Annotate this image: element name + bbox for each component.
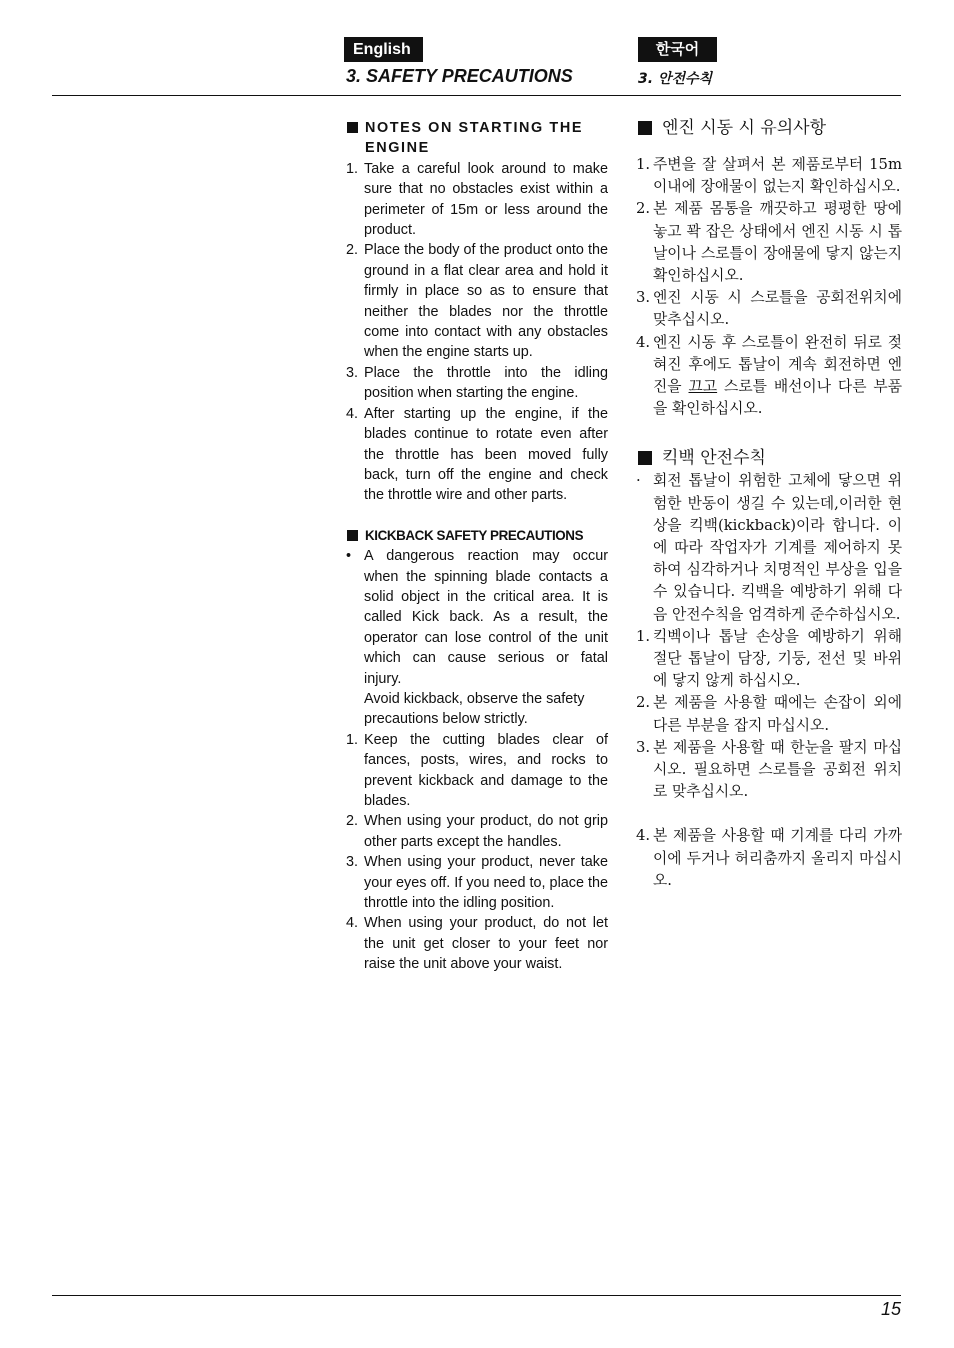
item-number: 4. — [636, 333, 651, 351]
list-item — [346, 546, 608, 689]
list-item — [636, 287, 902, 331]
bullet-icon: • — [346, 548, 352, 565]
list-item — [346, 811, 608, 852]
item-text: 본 제품을 사용할 때에는 손잡이 외에 다른 부분을 잡지 마십시오. — [653, 694, 902, 734]
item-text: 엔진 시동 시 스로틀을 공회전위치에 맞추십시오. — [653, 289, 902, 329]
square-bullet-icon — [347, 122, 358, 133]
list-item — [346, 240, 608, 362]
list-item — [346, 159, 608, 241]
item-number: 2. — [636, 694, 651, 712]
list-item — [636, 470, 902, 625]
item-number: 1. — [636, 627, 651, 645]
list-item — [636, 737, 902, 804]
item-text: 본 제품 몸통을 깨끗하고 평평한 땅에 놓고 꽉 잡은 상태에서 엔진 시동 시 톱날이나 스로틀이 장애물에 닿지 않는지 확인하십시오. — [653, 200, 902, 285]
list-item — [346, 404, 608, 506]
item-text: When using your product, do not let the unit get closer to your feet nor raise the unit above your waist. — [364, 915, 608, 973]
item-number: 1. — [346, 160, 359, 177]
bullet-icon: · — [636, 472, 641, 490]
item-number: 3. — [346, 854, 359, 871]
heading-text: KICKBACK SAFETY PRECAUTIONS — [365, 527, 584, 543]
item-number: 2. — [636, 200, 651, 218]
item-number: 3. — [346, 364, 359, 381]
language-tag-english: English — [344, 37, 423, 62]
item-number: 3. — [636, 738, 651, 756]
item-text: When using your product, do not grip other parts except the handles. — [364, 813, 608, 850]
item-number: 1. — [636, 156, 651, 173]
item-text: Place the body of the product onto the ground in a flat clear area and hold it firmly in place so as to ensure that neither the blades nor the throttle come into contact with any obstacles when the engine starts up. — [364, 242, 608, 361]
list-item — [636, 198, 902, 287]
square-bullet-icon — [638, 121, 652, 135]
item-text: 본 제품을 사용할 때 한눈을 팔지 마십시오. 필요하면 스로틀을 공회전 위치로 맞추십시오. — [653, 738, 902, 801]
spacer — [636, 420, 902, 446]
language-tag-korean: 한국어 — [638, 37, 717, 62]
item-number: 1. — [346, 731, 359, 748]
page-number: 15 — [880, 1299, 901, 1319]
list-item — [346, 730, 608, 812]
item-text — [653, 332, 902, 421]
spacer — [346, 506, 608, 526]
heading-text: 엔진 시동 시 유의사항 — [662, 118, 827, 138]
list-item — [636, 154, 902, 198]
section-title-korean: 3. 안전수칙 — [638, 71, 713, 87]
item-text: 본 제품을 사용할 때 기계를 다리 가까이에 두거나 허리춤까지 올리지 마십시오. — [653, 827, 902, 889]
item-number: 2. — [346, 813, 359, 830]
text-segment: 스로틀 배선이나 다른 부품을 확인하십시오. — [653, 378, 903, 418]
square-bullet-icon — [347, 530, 358, 541]
english-column — [346, 118, 608, 975]
list-item — [636, 692, 902, 736]
heading-text: 킥백 안전수칙 — [662, 448, 766, 469]
text-segment: 엔진 시동 후 스로틀이 완전히 뒤로 젖혀진 후에도 톱날이 계속 회전하면 엔진을 — [653, 333, 902, 396]
square-bullet-icon — [638, 451, 652, 465]
list-item — [636, 332, 902, 421]
spacer — [636, 140, 902, 154]
item-text: Place the throttle into the idling position when starting the engine. — [364, 364, 608, 402]
heading-kickback-ko — [636, 446, 902, 470]
item-number: 4. — [636, 827, 651, 845]
list-item — [636, 626, 902, 693]
header-divider — [52, 95, 901, 96]
item-text: A dangerous reaction may occur when the spinning blade contacts a solid object in the critical area. It is called Kick back. As a result, the operator can lose control of the unit which can cause serious or fatal injury. — [364, 548, 608, 687]
item-number: 4. — [346, 405, 359, 422]
item-text: After starting up the engine, if the blades continue to rotate even after the throttle has been moved fully back, turn off the engine and check the throttle wire and other parts. — [364, 405, 608, 504]
list-item — [636, 825, 902, 892]
list-item — [346, 852, 608, 913]
item-text: 회전 톱날이 위험한 고체에 닿으면 위험한 반동이 생길 수 있는데,이러한 현상을 킥백(kickback)이라 합니다. 이에 따라 작업자가 기계를 제어하지 못하여 심각하거나 치명적인 부상을 입을 수 있습니다. 킥백을 예방하기 위해 다음 안전수칙을 엄격하게 준수하십시오. — [653, 472, 902, 623]
section-title-english: 3. SAFETY PRECAUTIONS — [346, 66, 573, 86]
heading-kickback-en — [346, 526, 608, 546]
list-item — [346, 363, 608, 404]
heading-text: NOTES ON STARTING THE ENGINE — [365, 120, 584, 157]
heading-starting-engine-ko — [636, 116, 902, 140]
item-text: 주변을 잘 살펴서 본 제품로부터 15m 이내에 장애물이 없는지 확인하십시오. — [653, 156, 902, 196]
paragraph: Avoid kickback, observe the safety precautions below strictly. — [364, 690, 585, 728]
korean-column — [636, 116, 902, 892]
item-text: When using your product, never take your eyes off. If you need to, place the throttle into the idling position. — [364, 854, 608, 912]
spacer — [636, 803, 902, 825]
underlined-word: 끄고 — [688, 378, 718, 396]
item-number: 4. — [346, 915, 359, 932]
item-text: 킥벡이나 톱날 손상을 예방하기 위해 절단 톱날이 담장, 기둥, 전선 및 바위에 닿지 않게 하십시오. — [653, 627, 902, 690]
heading-starting-engine-en — [346, 118, 608, 159]
item-number: 2. — [346, 242, 359, 259]
footer-divider — [52, 1295, 901, 1296]
item-text: Take a careful look around to make sure that no obstacles exist within a perimeter of 15m or less around the product. — [364, 160, 608, 239]
item-number: 3. — [636, 289, 651, 307]
item-text: Keep the cutting blades clear of fances, posts, wires, and rocks to prevent kickback and damage to the blades. — [364, 731, 608, 809]
list-item — [346, 913, 608, 974]
